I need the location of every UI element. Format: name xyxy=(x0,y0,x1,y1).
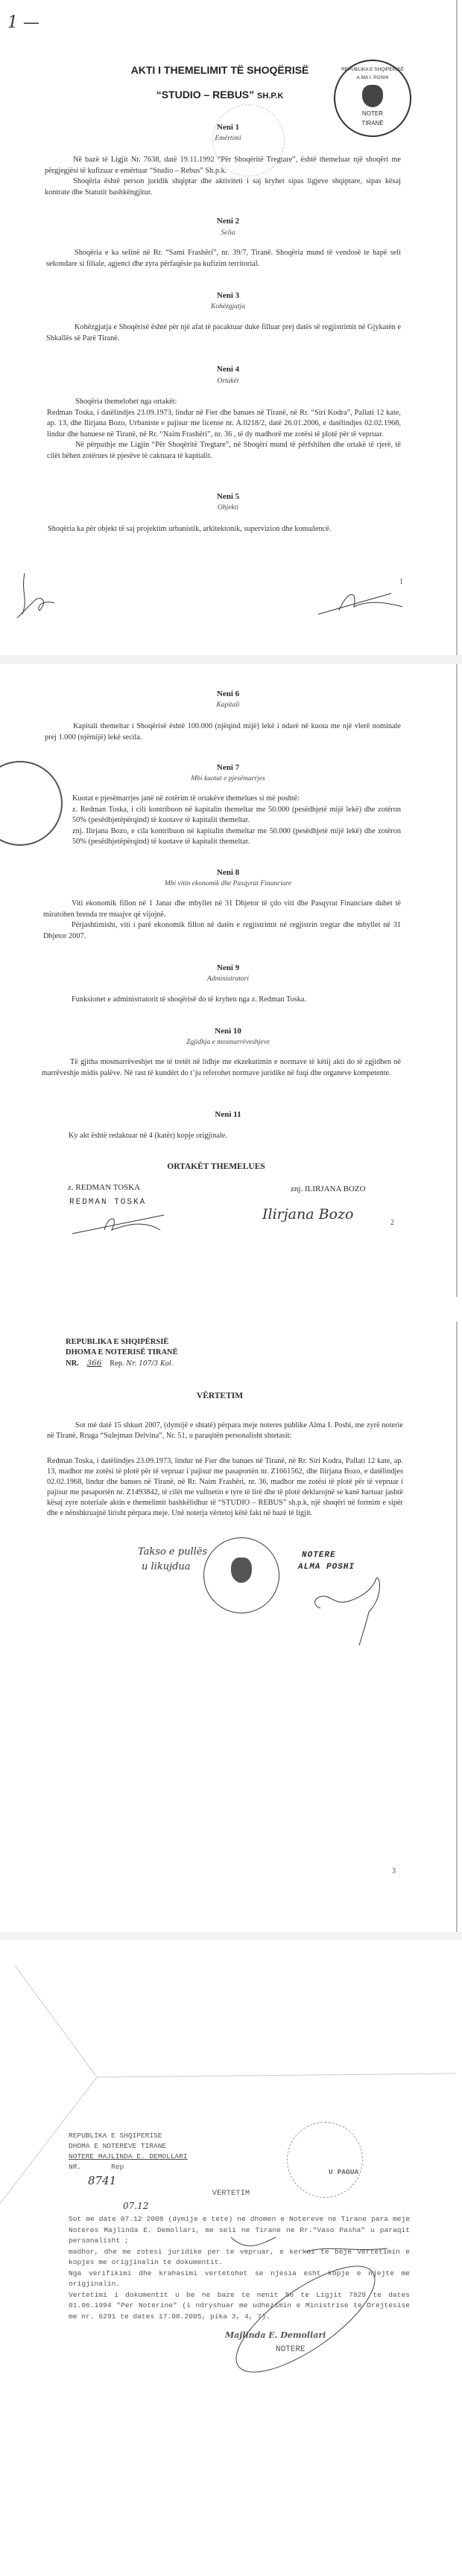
paid-stamp xyxy=(287,2122,363,2198)
page-gap xyxy=(0,1932,462,1939)
paragraph: Kapitali themeltar i Shoqërisë është 100.000 (njëqind mijë) lekë i ndarë në kuota me një vlerë nominale prej 1.000 (njëmijë) lekë secila. xyxy=(45,722,401,742)
register-line xyxy=(66,1358,178,1369)
paragraph: Redman Toska, i datëlindjes 23.09.1973, lindur në Fier dhe banues në Tiranë, në Rr. “Siri Kodra”, Pallati 12 kate, ap. 13, dhe Ilirjana Bozo, Urbaniste e pajisur me license nr. A.0218/2, datë 26.01.2006, e datëlindjes 02.02.1968, lindur dhe banuese në Tiranë, në Rr. “Naim Frashëri”, nr. 36 , të dy madhorë me zotësi të plotë për të vepruar. xyxy=(47,408,401,439)
rep-value: Nr. 107/3 Kol. xyxy=(126,1360,174,1368)
article-subtitle: Emërtimi xyxy=(215,135,241,142)
page-2 xyxy=(0,664,458,1297)
nr-label: NR. xyxy=(66,1359,79,1368)
article-subtitle: Mbi vitin ekonomik dhe Pasqyrat Financiare xyxy=(164,880,292,887)
document-title: AKTI I THEMELIMIT TË SHOQËRISË xyxy=(130,64,309,76)
paid-stamp-text: U PAGUA xyxy=(329,2168,359,2176)
nr-value: 366 xyxy=(86,1359,102,1368)
article-heading: Neni 2 xyxy=(216,217,240,226)
notary-signature-stamp: Majlinda E. Demollari xyxy=(225,2330,326,2340)
article-subtitle: Selia xyxy=(221,229,235,237)
article-body xyxy=(43,995,401,1006)
certificate-title: VËRTETIM xyxy=(196,1391,244,1400)
paragraph: Në përputhje me Ligjin “Për Shoqëritë Tregtare”, në Shoqëri mund të përfshihen dhe ortakë të rjerë, të cilët bëhen zotërues të pjesëve të caktuara të kapitalit. xyxy=(47,441,401,460)
paragraph: Kohëzgjatja e Shoqërisë është për një afat të pacaktuar duke filluar prej datës së regjistrimit në Gjykatën e Shkallës së Parë Tiranë. xyxy=(46,323,401,342)
founder-1-signature xyxy=(71,1211,168,1241)
article-body xyxy=(47,397,401,462)
article-body xyxy=(46,248,401,270)
page-gap xyxy=(0,655,462,664)
paragraph: Funksionet e administratorit të shoqërisë do të kryhen nga z. Redman Toska. xyxy=(72,995,307,1004)
certificate-body xyxy=(47,1421,403,1519)
paragraph: Shoqëria e ka selinë në Rr. “Sami Frashëri”, nr. 39/7, Tiranë. Shoqëria mund të vendosë te hapë seli sekondare si filiale, agjenci dhe zyra përfaqësie pa kufizim territorial. xyxy=(46,249,401,268)
article-body xyxy=(43,899,401,942)
paragraph: Ky akt është redaktuar në 4 (katër) kopje origjinale. xyxy=(69,1132,228,1140)
article-heading: Neni 8 xyxy=(216,868,240,877)
note-line: u likujdua xyxy=(142,1561,191,1572)
rep-label: Rep xyxy=(111,2163,124,2171)
paragraph: Sot me date 07.12 2008 (dymije e tete) ne dhomen e Notereve ne Tirane para meje Noteres Majlinda E. Demollari, me seli ne Tirane ne Rr."Vaso Pasha" u paraqit personalisht ; xyxy=(69,2215,410,2245)
page-number: 1 xyxy=(399,578,403,586)
founders-heading: ORTAKËT THEMELUES xyxy=(167,1162,265,1171)
rep-label: Rep. xyxy=(110,1359,124,1368)
page-4 xyxy=(0,2077,456,2576)
stamp-text-top: REPUBLIKA E SHQIPERISË xyxy=(341,67,404,72)
notary-seal xyxy=(203,1537,279,1613)
article-subtitle: Kohëzgjatja xyxy=(211,303,245,310)
company-suffix: SH.P.K xyxy=(257,92,284,101)
article-subtitle: Zgjidhja e mosmarrëveshjeve xyxy=(186,1039,270,1046)
paragraph: z. Redman Toska, i cili kontribuon në kapitalin themeltar me 50.000 (pesëdhjetë mijë lekë) dhe zotëron 50% (pesëdhjetëpërqind) të kuotave të kapitalit themeltar. xyxy=(72,805,401,824)
paragraph: Shoqëria është person juridik shqiptar dhe aktiviteti i saj kryhet sipas ligjeve shqiptare, sipas kësaj kontrate dhe Statutit bashkëngjitur. xyxy=(45,177,401,197)
signature-right xyxy=(317,584,406,622)
header-line: NOTERE MAJLINDA E. DEMOLLARI xyxy=(69,2152,188,2161)
article-body xyxy=(45,155,401,198)
notary-header xyxy=(69,2131,188,2172)
article-body xyxy=(42,1057,401,1079)
certificate-title: VERTETIM xyxy=(212,2189,250,2198)
paragraph: Sot më datë 15 shkurt 2007, (dymijë e shtatë) përpara meje noteres publike Alma I. Poshi, me zyrë noterie në Tiranë, Rruga “Sulejman Delvina”, Nr. 51, u paraqitën personalisht shtetasit: xyxy=(47,1421,403,1440)
paragraph: Vertetimi i dokumentit u be ne baze te nenit 56 te Ligjit 7829 te dates 01.06.1994 "Per Noterine" (i ndryshuar me udhezimin e Ministrise te Drejtesise me nr. 6291 te dates 17.08.2005, pika 3, 4, 7). xyxy=(69,2290,410,2321)
eagle-emblem-icon xyxy=(231,1558,252,1583)
paragraph: Nga verifikimi dhe krahasimi vertetohet se njesia esht kopje e njejte me origjinalin. xyxy=(69,2269,410,2288)
article-heading: Neni 11 xyxy=(215,1110,241,1119)
page-1 xyxy=(0,0,458,655)
founder-2-signature: Ilirjana Bozo xyxy=(262,1206,354,1222)
article-subtitle: Administratori xyxy=(207,975,249,983)
header-line: REPUBLIKA E SHQIPERISE xyxy=(69,2132,162,2140)
article-body xyxy=(45,721,401,743)
article-heading: Neni 10 xyxy=(215,1027,241,1036)
founder-2-label: znj. ILIRJANA BOZO xyxy=(291,1185,366,1193)
date-handwritten: 07.12 xyxy=(123,2201,149,2211)
article-heading: Neni 5 xyxy=(216,492,240,501)
corner-mark: 1 — xyxy=(7,13,39,32)
article-subtitle: Objekti xyxy=(218,504,238,511)
signature-left xyxy=(13,570,58,622)
article-heading: Neni 4 xyxy=(216,365,240,374)
header-line: DHOMA E NOTEREVE TIRANE xyxy=(69,2142,167,2150)
article-body xyxy=(69,1131,401,1142)
stamp-text-name: A.MA I. POSHI xyxy=(356,75,389,80)
article-heading: Neni 6 xyxy=(216,689,240,698)
article-subtitle: Mbi kuotat e pjesëmarrjes xyxy=(191,775,265,782)
article-body xyxy=(48,524,401,535)
notary-title: NOTERE xyxy=(302,1551,336,1560)
page-number: 3 xyxy=(392,1867,396,1875)
paragraph: Në bazë të Ligjit Nr. 7638, datë 19.11.1992 “Për Shoqëritë Tregtare”, është themeluar një shoqëri me përgjegjësi të kufizuar e emërtuar “Studio – Rebus” Sh.p.k. xyxy=(45,156,401,175)
paragraph: Të gjitha mosmarrëveshjet me të tretët në lidhje me ekzekutimin e normave të këtij akti do të zgjidhen në marrëveshje midis palëve. Në rast të kundërt do t’ju referohet normave juridike në fuqi dhe organeve kompetente. xyxy=(42,1058,401,1077)
register-line xyxy=(69,2162,188,2172)
company-name-text: “STUDIO – REBUS” xyxy=(156,89,255,101)
article-heading: Neni 1 xyxy=(216,123,240,132)
paragraph: znj. Ilirjana Bozo, e cila kontribuon në kapitalin themeltar me 50.000 (pesëdhjetë mijë lekë) dhe zotëron 50% (pesëdhjetëpërqind) të kuotave të kapitalit themeltar. xyxy=(72,826,401,846)
article-subtitle: Kapitali xyxy=(216,701,240,709)
notary-label: NOTERE xyxy=(276,2345,306,2354)
note-line: Takso e pullës xyxy=(138,1546,208,1558)
stamp-text-noter: NOTER xyxy=(362,110,383,117)
paragraph: Redman Toska, i datëlindjes 23.09.1973, lindur në Fier dhe banues në Tiranë, në Rr. Siri Kodra, Pallati 12 kate, ap. 13, madhor me zotësi të plotë për të vepruar i pajisur me pasaportën nr. Z1661562, dhe Ilirjana Bozo, e datëlindjes 02.02.1968, lindur dhe banues në Tiranë, në Rr. Naim Frashëri, nr. 36, madhor me zotësi të plotë për të vepruar i pajisur me pasaportën nr. Z1493842, të cilët me vullnetin e tyre të lirë dhe të plotë deklarojnë se kanë hartuar jashtë kësaj zyre noteriale aktin e themelimit bashkëlidhur të “STUDIO – REBUS” sh.p.k, një shoqëri në formim e sipër dhe e nënshkruajnë lirisht përpara meje. Unë noterja vërtetoj këtë fakt në bazë të ligjit. xyxy=(47,1457,403,1517)
notary-header xyxy=(66,1337,178,1369)
article-subtitle: Ortakët xyxy=(217,377,239,385)
eagle-emblem-icon xyxy=(362,85,383,107)
founder-1-label: z. REDMAN TOSKA xyxy=(68,1183,141,1192)
header-line: DHOMA E NOTERISË TIRANË xyxy=(66,1348,178,1356)
notary-signature xyxy=(306,1575,387,1649)
page-3 xyxy=(0,1322,458,1932)
paragraph: Shoqëria themelohet nga ortakët: xyxy=(75,398,177,406)
header-line: REPUBLIKA E SHQIPËRSIË xyxy=(66,1338,169,1346)
handwritten-tax-note xyxy=(138,1545,207,1575)
founder-1-handwritten-name: REDMAN TOSKA xyxy=(69,1198,147,1207)
article-body xyxy=(72,794,401,848)
article-body xyxy=(46,322,401,344)
paragraph: Kuotat e pjesëmarrjes janë në zotërim të ortakëve themelues si më poshtë: xyxy=(72,794,300,803)
paragraph: Përjashtimisht, viti i parë ekonomik fillon në datën e regjistrimit në regjistrin tregtar dhe mbyllet në 31 Dhjetor 2007. xyxy=(43,921,401,940)
register-number-handwritten: 8741 xyxy=(88,2174,117,2187)
notary-name: ALMA POSHI xyxy=(298,1563,355,1572)
stamp-text-city: TIRANË xyxy=(361,120,384,127)
paragraph: madhor, dhe me zotesi juridike per te vepruar, e kerkoi te beje vertetimin e kopjes me origjinalin te dokumentit. xyxy=(69,2247,410,2266)
page-number: 2 xyxy=(390,1219,394,1227)
paragraph: Viti ekonomik fillon në 1 Janar dhe mbyllet në 31 Dhjetor të çdo viti dhe Pasqyrat Financiare duhet të miratohen brenda tre muajve që vijojnë. xyxy=(43,899,401,919)
article-heading: Neni 3 xyxy=(216,291,240,300)
paragraph: Shoqëria ka për objekt të saj projektim urbanistik, arkitektonik, supervizion dhe konsulencë. xyxy=(48,525,332,533)
nr-label: NR. xyxy=(69,2163,82,2171)
article-heading: Neni 9 xyxy=(216,963,240,972)
notary-signature-loop xyxy=(216,2237,402,2386)
article-heading: Neni 7 xyxy=(216,763,240,772)
